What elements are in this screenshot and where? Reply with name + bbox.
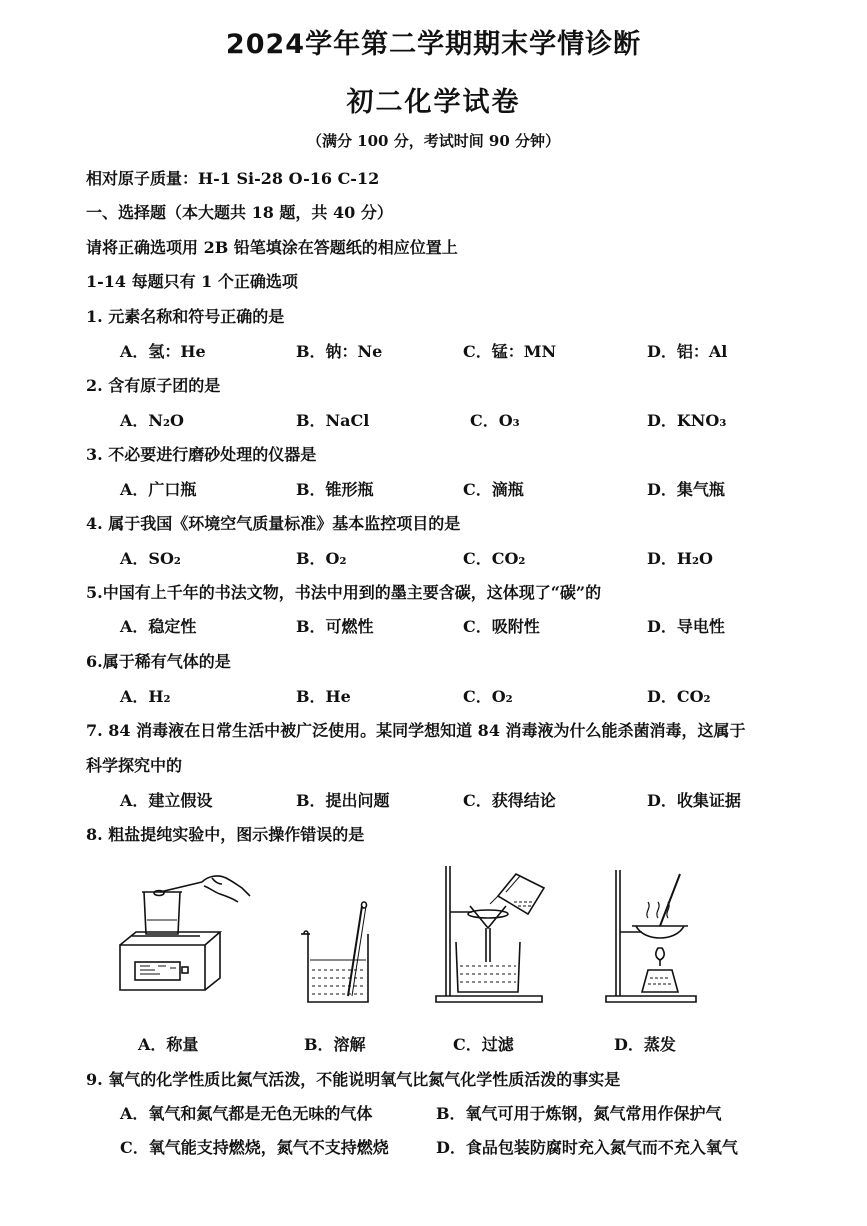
- question-8-stem: 8. 粗盐提纯实验中，图示操作错误的是: [86, 825, 365, 844]
- figure-caption-a: A．称量: [138, 1035, 199, 1054]
- q1-option-d: D．铝：Al: [647, 342, 728, 361]
- question-6-stem: 6.属于稀有气体的是: [86, 652, 231, 671]
- figure-weighing: [110, 870, 260, 1014]
- q9-option-d: D．食品包装防腐时充入氮气而不充入氧气: [436, 1138, 738, 1157]
- figure-caption-b: B．溶解: [304, 1035, 366, 1054]
- q4-option-a: A．SO₂: [120, 549, 181, 568]
- question-9-stem: 9. 氧气的化学性质比氮气活泼，不能说明氧气比氮气化学性质活泼的事实是: [86, 1070, 621, 1089]
- question-7-stem-continued: 科学探究中的: [86, 756, 183, 775]
- q7-option-b: B．提出问题: [296, 791, 390, 810]
- question-5-stem: 5.中国有上千年的书法文物，书法中用到的墨主要含碳，这体现了“碳”的: [86, 583, 602, 602]
- exam-meta: （满分 100 分，考试时间 90 分钟）: [306, 132, 561, 150]
- q7-option-d: D．收集证据: [647, 791, 741, 810]
- q1-option-c: C．锰：MN: [463, 342, 557, 361]
- figure-filtration: [432, 862, 552, 1011]
- q3-option-a: A．广口瓶: [120, 480, 197, 499]
- question-1-stem: 1. 元素名称和符号正确的是: [86, 307, 285, 326]
- q3-option-c: C．滴瓶: [463, 480, 524, 499]
- section-heading: 一、选择题（本大题共 18 题，共 40 分）: [86, 203, 393, 222]
- q5-option-a: A．稳定性: [120, 617, 197, 636]
- q7-option-a: A．建立假设: [120, 791, 213, 810]
- atomic-mass-line: 相对原子质量：H-1 Si-28 O-16 C-12: [86, 169, 380, 188]
- q3-option-b: B．锥形瓶: [296, 480, 374, 499]
- q6-option-d: D．CO₂: [647, 687, 711, 706]
- q7-option-c: C．获得结论: [463, 791, 556, 810]
- question-2-stem: 2. 含有原子团的是: [86, 376, 221, 395]
- question-7-stem: 7. 84 消毒液在日常生活中被广泛使用。某同学想知道 84 消毒液为什么能杀菌消毒，这属于: [86, 721, 746, 740]
- q2-option-c: C．O₃: [470, 411, 520, 430]
- q1-option-b: B．钠：Ne: [296, 342, 383, 361]
- single-choice-note: 1-14 每题只有 1 个正确选项: [86, 272, 298, 291]
- q4-option-d: D．H₂O: [647, 549, 713, 568]
- q4-option-b: B．O₂: [296, 549, 347, 568]
- exam-subtitle: 初二化学试卷: [346, 87, 521, 118]
- figure-caption-d: D．蒸发: [614, 1035, 676, 1054]
- q4-option-c: C．CO₂: [463, 549, 526, 568]
- q5-option-c: C．吸附性: [463, 617, 540, 636]
- figure-caption-c: C．过滤: [453, 1035, 514, 1054]
- figure-evaporation: [596, 866, 706, 1010]
- q6-option-c: C．O₂: [463, 687, 513, 706]
- q9-option-b: B．氧气可用于炼钢，氮气常用作保护气: [436, 1104, 722, 1123]
- q9-option-c: C．氧气能支持燃烧，氮气不支持燃烧: [120, 1138, 389, 1157]
- q6-option-a: A．H₂: [120, 687, 171, 706]
- instruction-line: 请将正确选项用 2B 铅笔填涂在答题纸的相应位置上: [86, 238, 458, 257]
- q2-option-b: B．NaCl: [296, 411, 370, 430]
- figure-dissolving: [296, 900, 386, 1014]
- q5-option-b: B．可燃性: [296, 617, 374, 636]
- q9-option-a: A．氧气和氮气都是无色无味的气体: [120, 1104, 373, 1123]
- q3-option-d: D．集气瓶: [647, 480, 725, 499]
- question-4-stem: 4. 属于我国《环境空气质量标准》基本监控项目的是: [86, 514, 461, 533]
- exam-title: 2024学年第二学期期末学情诊断: [225, 29, 642, 60]
- q2-option-a: A．N₂O: [120, 411, 184, 430]
- q6-option-b: B．He: [296, 687, 351, 706]
- question-3-stem: 3. 不必要进行磨砂处理的仪器是: [86, 445, 317, 464]
- q2-option-d: D．KNO₃: [647, 411, 727, 430]
- q5-option-d: D．导电性: [647, 617, 725, 636]
- q1-option-a: A．氢：He: [120, 342, 206, 361]
